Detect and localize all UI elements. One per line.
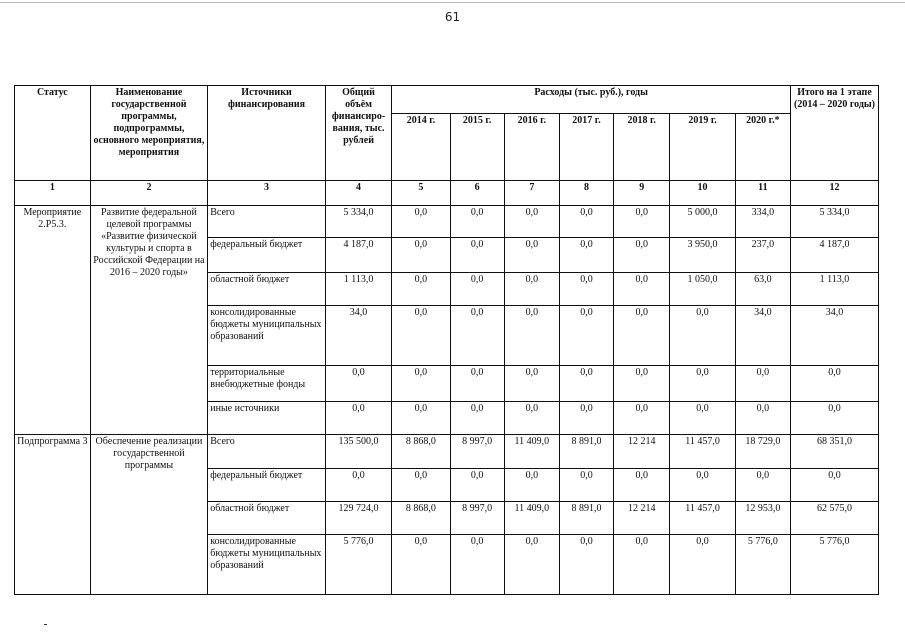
year-value-cell: 1 050,0 <box>670 273 735 306</box>
total-cell: 129 724,0 <box>325 502 391 535</box>
column-number: 8 <box>559 181 613 206</box>
year-value-cell: 237,0 <box>735 238 790 273</box>
year-value-cell: 0,0 <box>614 306 670 366</box>
year-value-cell: 0,0 <box>392 273 450 306</box>
year-value-cell: 0,0 <box>392 402 450 435</box>
year-value-cell: 0,0 <box>735 402 790 435</box>
stage-total-cell: 0,0 <box>791 402 879 435</box>
year-value-cell: 0,0 <box>559 206 613 238</box>
column-number: 6 <box>450 181 504 206</box>
header-year: 2019 г. <box>670 114 735 181</box>
year-value-cell: 0,0 <box>392 238 450 273</box>
header-total-volume: Общий объём финансиро-вания, тыс. рублей <box>325 86 391 181</box>
year-value-cell: 0,0 <box>392 366 450 402</box>
year-value-cell: 0,0 <box>450 469 504 502</box>
year-value-cell: 0,0 <box>450 273 504 306</box>
year-value-cell: 12 214 <box>614 435 670 469</box>
year-value-cell: 0,0 <box>392 206 450 238</box>
program-name-cell: Обеспечение реализации государственной программы <box>90 435 208 595</box>
table-body <box>15 206 879 595</box>
year-value-cell: 0,0 <box>450 366 504 402</box>
year-value-cell: 11 457,0 <box>670 502 735 535</box>
source-cell: федеральный бюджет <box>208 238 326 273</box>
year-value-cell: 0,0 <box>504 535 559 595</box>
financing-table <box>14 85 879 595</box>
year-value-cell: 12 953,0 <box>735 502 790 535</box>
stage-total-cell: 0,0 <box>791 469 879 502</box>
year-value-cell: 0,0 <box>450 238 504 273</box>
stage-total-cell: 4 187,0 <box>791 238 879 273</box>
header-stage-total: Итого на 1 этапе (2014 – 2020 годы) <box>791 86 879 181</box>
year-value-cell: 0,0 <box>392 306 450 366</box>
source-cell: федеральный бюджет <box>208 469 326 502</box>
column-number: 1 <box>15 181 91 206</box>
year-value-cell: 0,0 <box>614 366 670 402</box>
year-value-cell: 18 729,0 <box>735 435 790 469</box>
year-value-cell: 0,0 <box>614 402 670 435</box>
year-value-cell: 0,0 <box>670 469 735 502</box>
source-cell: территориальные внебюджетные фонды <box>208 366 326 402</box>
source-cell: иные источники <box>208 402 326 435</box>
stage-total-cell: 5 776,0 <box>791 535 879 595</box>
header-year: 2015 г. <box>450 114 504 181</box>
year-value-cell: 334,0 <box>735 206 790 238</box>
top-rule <box>0 2 905 3</box>
header-year: 2014 г. <box>392 114 450 181</box>
year-value-cell: 0,0 <box>450 206 504 238</box>
stage-total-cell: 68 351,0 <box>791 435 879 469</box>
total-cell: 5 776,0 <box>325 535 391 595</box>
year-value-cell: 0,0 <box>670 366 735 402</box>
page-number: 61 <box>444 10 461 24</box>
year-value-cell: 0,0 <box>504 402 559 435</box>
stage-total-cell: 5 334,0 <box>791 206 879 238</box>
header-expenses: Расходы (тыс. руб.), годы <box>392 86 791 114</box>
total-cell: 5 334,0 <box>325 206 391 238</box>
stage-total-cell: 34,0 <box>791 306 879 366</box>
year-value-cell: 5 776,0 <box>735 535 790 595</box>
year-value-cell: 12 214 <box>614 502 670 535</box>
header-program-name: Наименование государственной программы, подпрограммы, основного мероприятия, мероприятия <box>90 86 208 181</box>
year-value-cell: 8 868,0 <box>392 502 450 535</box>
source-cell: консолидированные бюджеты муниципальных образований <box>208 535 326 595</box>
column-number: 12 <box>791 181 879 206</box>
total-cell: 0,0 <box>325 469 391 502</box>
year-value-cell: 0,0 <box>392 535 450 595</box>
total-cell: 0,0 <box>325 366 391 402</box>
year-value-cell: 11 409,0 <box>504 502 559 535</box>
year-value-cell: 0,0 <box>614 206 670 238</box>
header-year: 2018 г. <box>614 114 670 181</box>
year-value-cell: 0,0 <box>735 469 790 502</box>
stage-total-cell: 62 575,0 <box>791 502 879 535</box>
table-row <box>15 435 879 469</box>
year-value-cell: 0,0 <box>559 469 613 502</box>
column-number: 9 <box>614 181 670 206</box>
total-cell: 135 500,0 <box>325 435 391 469</box>
year-value-cell: 0,0 <box>504 238 559 273</box>
column-number: 10 <box>670 181 735 206</box>
total-cell: 4 187,0 <box>325 238 391 273</box>
year-value-cell: 8 997,0 <box>450 435 504 469</box>
year-value-cell: 0,0 <box>504 273 559 306</box>
year-value-cell: 8 868,0 <box>392 435 450 469</box>
year-value-cell: 0,0 <box>614 238 670 273</box>
year-value-cell: 0,0 <box>504 469 559 502</box>
year-value-cell: 8 891,0 <box>559 502 613 535</box>
year-value-cell: 0,0 <box>670 535 735 595</box>
column-number: 4 <box>325 181 391 206</box>
stage-total-cell: 0,0 <box>791 366 879 402</box>
table-row <box>15 206 879 238</box>
year-value-cell: 0,0 <box>392 469 450 502</box>
column-number: 7 <box>504 181 559 206</box>
status-cell: Мероприятие 2.Р5.3. <box>15 206 91 435</box>
year-value-cell: 8 997,0 <box>450 502 504 535</box>
year-value-cell: 0,0 <box>450 306 504 366</box>
header-year: 2017 г. <box>559 114 613 181</box>
header-year: 2020 г.* <box>735 114 790 181</box>
year-value-cell: 5 000,0 <box>670 206 735 238</box>
header-sources: Источники финансирования <box>208 86 326 181</box>
year-value-cell: 0,0 <box>614 469 670 502</box>
program-name-cell: Развитие федеральной целевой программы «Развитие физической культуры и спорта в Российской Федерации на 2016 – 2020 годы» <box>90 206 208 435</box>
year-value-cell: 11 457,0 <box>670 435 735 469</box>
source-cell: Всего <box>208 206 326 238</box>
year-value-cell: 0,0 <box>504 206 559 238</box>
column-number: 11 <box>735 181 790 206</box>
year-value-cell: 3 950,0 <box>670 238 735 273</box>
source-cell: консолидированные бюджеты муниципальных образований <box>208 306 326 366</box>
source-cell: Всего <box>208 435 326 469</box>
year-value-cell: 0,0 <box>559 366 613 402</box>
year-value-cell: 63,0 <box>735 273 790 306</box>
total-cell: 0,0 <box>325 402 391 435</box>
footer-mark <box>44 624 47 625</box>
total-cell: 34,0 <box>325 306 391 366</box>
year-value-cell: 0,0 <box>614 535 670 595</box>
year-value-cell: 11 409,0 <box>504 435 559 469</box>
year-value-cell: 0,0 <box>504 306 559 366</box>
year-value-cell: 34,0 <box>735 306 790 366</box>
year-value-cell: 0,0 <box>735 366 790 402</box>
stage-total-cell: 1 113,0 <box>791 273 879 306</box>
header-status: Статус <box>15 86 91 181</box>
year-value-cell: 0,0 <box>504 366 559 402</box>
source-cell: областной бюджет <box>208 273 326 306</box>
status-cell: Подпрограмма 3 <box>15 435 91 595</box>
total-cell: 1 113,0 <box>325 273 391 306</box>
year-value-cell: 0,0 <box>559 273 613 306</box>
year-value-cell: 0,0 <box>559 535 613 595</box>
year-value-cell: 0,0 <box>670 402 735 435</box>
year-value-cell: 0,0 <box>614 273 670 306</box>
year-value-cell: 0,0 <box>450 535 504 595</box>
column-number: 3 <box>208 181 326 206</box>
column-number: 5 <box>392 181 450 206</box>
year-value-cell: 0,0 <box>559 402 613 435</box>
year-value-cell: 0,0 <box>450 402 504 435</box>
source-cell: областной бюджет <box>208 502 326 535</box>
column-number: 2 <box>90 181 208 206</box>
header-year: 2016 г. <box>504 114 559 181</box>
year-value-cell: 0,0 <box>559 306 613 366</box>
year-value-cell: 8 891,0 <box>559 435 613 469</box>
year-value-cell: 0,0 <box>670 306 735 366</box>
year-value-cell: 0,0 <box>559 238 613 273</box>
